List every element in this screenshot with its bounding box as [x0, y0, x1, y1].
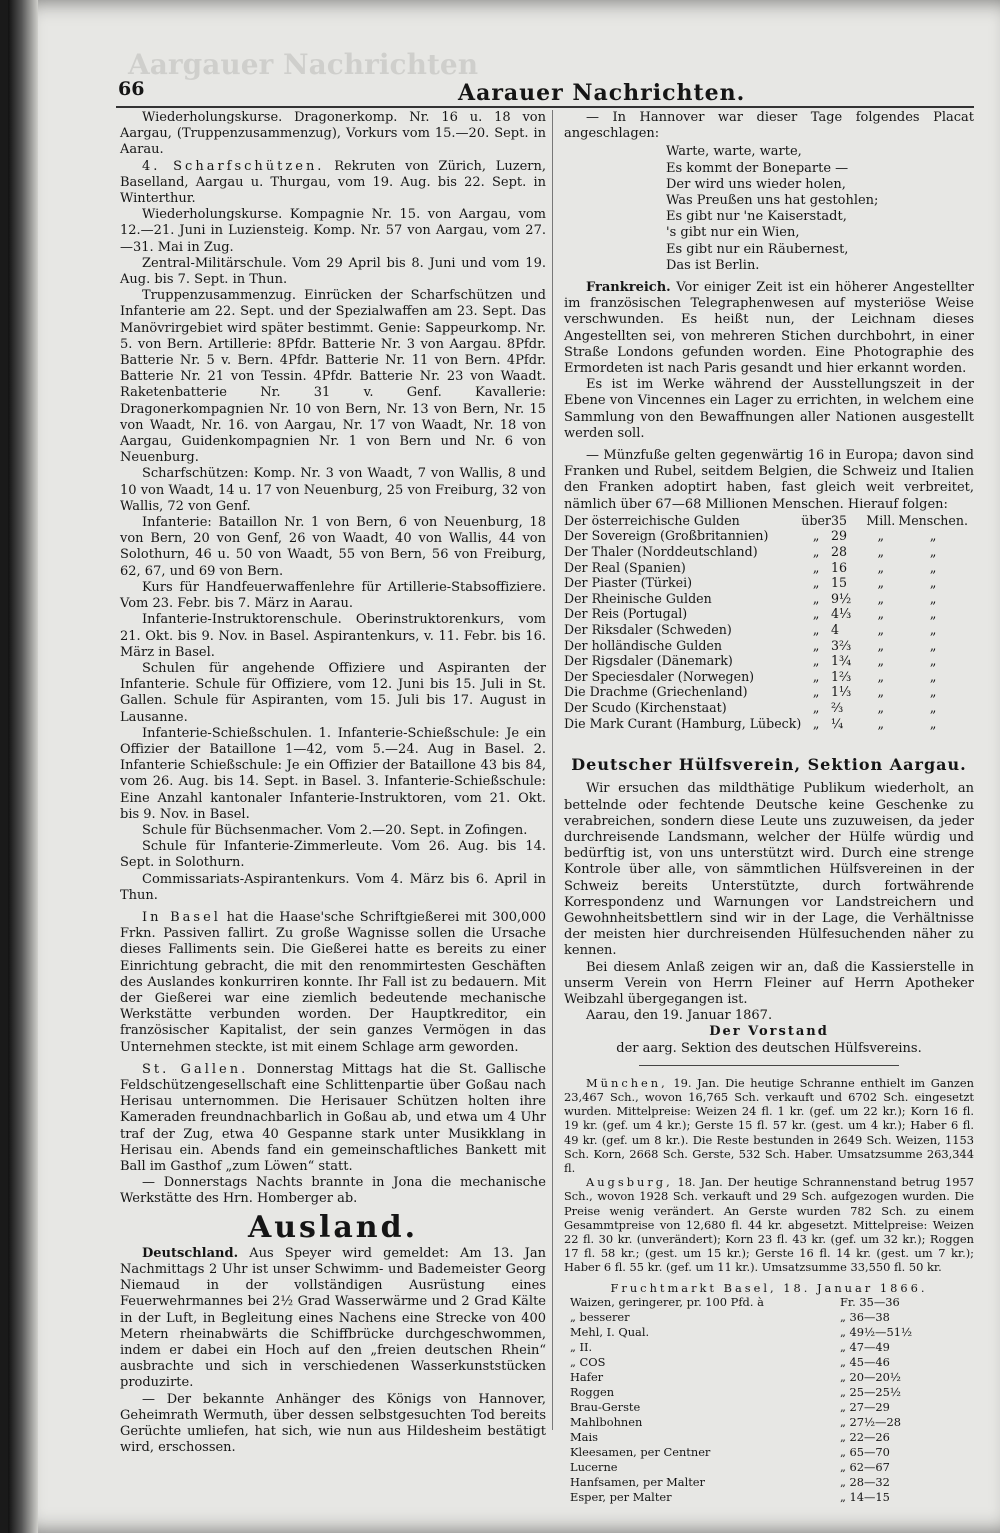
table-cell: „: [812, 637, 820, 653]
table-cell: „: [929, 637, 937, 653]
table-cell: „ 62—67: [840, 1459, 890, 1474]
table-cell: „: [812, 653, 820, 669]
table-cell: 29: [830, 528, 847, 544]
signature-subtitle: der aarg. Sektion des deutschen Hülfsvereins.: [616, 1040, 922, 1056]
table-cell: „: [877, 637, 885, 653]
table-cell: Hanfsamen, per Malter: [570, 1474, 705, 1489]
table-cell: Brau-Gerste: [570, 1399, 641, 1414]
table-cell: „: [929, 668, 937, 684]
paragraph: Infanterie-Instruktorenschule. Oberinstruktorenkurs, vom 21. Okt. bis 9. Nov. in Basel. Aspirantenkurs, v. 11. Febr. bis 16. März in Basel.: [120, 612, 546, 660]
table-cell: „ 49½—51½: [840, 1324, 912, 1339]
table-cell: „: [812, 606, 820, 622]
table-cell: „: [812, 528, 820, 544]
poem-line: 's gibt nur ein Wien,: [666, 225, 800, 241]
table-row: [564, 513, 968, 529]
table-cell: Der Rheinische Gulden: [564, 590, 712, 606]
paragraph: Wir ersuchen das mildthätige Publikum wiederholt, an bettelnde oder fechtende Deutsche keine Geschenke zu verabreichen, sondern diese Leute uns zuzuweisen, da jeder durchreisende Landsmann, welcher der Hülfe würdig und bedürftig ist, von uns unterstützt wird. Durch eine strenge Kontrole über alle, von sämmtlichen Hülfsvereinen in der Schweiz bereits Unterstützte, durch fortwährende Korrespondenz und Warnungen vor Landstreichern und Gewohnheitsbettlern sind wir in der Lage, die Verhältnisse der meisten hier durchreisenden Hülfesuchenden näher zu kennen.: [564, 781, 974, 959]
table-cell: „: [812, 544, 820, 560]
currency-table: [564, 513, 968, 731]
table-cell: „: [877, 528, 885, 544]
table-cell: Waizen, geringerer, pr. 100 Pfd. à: [570, 1294, 764, 1309]
table-cell: 1⅔: [830, 668, 852, 684]
table-cell: „: [877, 590, 885, 606]
table-cell: „: [877, 544, 885, 560]
table-cell: Der Speciesdaler (Norwegen): [564, 668, 755, 684]
table-cell: „: [812, 700, 820, 715]
table-cell: „: [877, 559, 885, 575]
table-cell: „: [929, 622, 937, 638]
table-cell: Der Real (Spanien): [564, 559, 686, 575]
table-row: [570, 1490, 950, 1505]
market-report: Augsburg, 18. Jan. Der heutige Schrannenstand betrug 1957 Sch., wovon 1928 Sch. verkauft und 29 Sch. aufgezogen wurden. Die Preise wenig verändert. An Gerste wurden 782 Sch. zu einem Gesammtpreise von 12,680 fl. 44 kr. abgesetzt. Mittelpreise: Weizen 22 fl. 30 kr. (unverändert); Korn 23 fl. 43 kr. (gef. um 32 kr.); Roggen 17 fl. 58 kr.; (gest. um 15 kr.); Gerste 16 fl. 14 kr. (gest. um 7 kr.); Haber 6 fl. 55 kr. (gef. um 11 kr.). Umsatzsumme 33,550 fl. 50 kr.: [564, 1175, 974, 1275]
table-row: [570, 1385, 950, 1400]
table-row: [570, 1430, 950, 1445]
table-cell: 15: [830, 575, 847, 591]
paragraph: Schule für Infanterie-Zimmerleute. Vom 26. Aug. bis 14. Sept. in Solothurn.: [120, 839, 546, 871]
table-cell: Die Drachme (Griechenland): [564, 684, 748, 700]
table-cell: Der Sovereign (Großbritannien): [564, 528, 769, 544]
paragraph: Zentral-Militärschule. Vom 29 April bis 8. Juni und vom 19. Aug. bis 7. Sept. in Thun.: [120, 255, 546, 288]
table-row: [564, 606, 968, 622]
table-cell: Mais: [570, 1429, 598, 1444]
paragraph: — Münzfuße gelten gegenwärtig 16 in Europa; davon sind Franken und Rubel, seitdem Belgien, die Schweiz und Italien den Franken adoptirt haben, fast gleich weit verbreitet, nämlich über 67—68 Millionen Menschen. Hierauf folgen:: [564, 448, 974, 512]
poem-line: Der wird uns wieder holen,: [666, 176, 846, 192]
section-heading-ausland: Ausland.: [247, 1209, 419, 1245]
market-report: München, 19. Jan. Die heutige Schranne enthielt im Ganzen 23,467 Sch., wovon 16,765 Sch. verkauft und 6702 Sch. eingesetzt wurden. Mittelpreise: Weizen 24 fl. 1 kr. (gef. um 22 kr.); Korn 16 fl. 19 kr. (gef. um 4 kr.); Gerste 15 fl. 57 kr. (gest. um 4 kr.); Haber 6 fl. 49 kr. (gef. um 8 kr.). Die Reste bestunden in 2649 Sch. Weizen, 1153 Sch. Korn, 2668 Sch. Gerste, 532 Sch. Haber. Umsatzsumme 263,344 fl.: [564, 1075, 974, 1176]
table-cell: „: [929, 606, 937, 622]
table-row: [564, 716, 968, 732]
paragraph: Wiederholungskurse. Dragonerkomp. Nr. 16 u. 18 von Aargau, (Truppenzusammenzug), Vorkurs vom 15.—20. Sept. in Aarau.: [120, 110, 546, 158]
table-row: [570, 1415, 950, 1430]
right-column: [564, 110, 974, 1505]
table-row: [570, 1400, 950, 1415]
fruit-market-title: Fruchtmarkt Basel, 18. Januar 1866.: [610, 1280, 928, 1295]
table-cell: „: [929, 544, 937, 560]
table-cell: „: [877, 700, 885, 715]
fruit-price-table: [570, 1295, 950, 1505]
table-row: [570, 1340, 950, 1355]
table-cell: Menschen.: [898, 512, 968, 528]
poem-line: Warte, warte, warte,: [666, 144, 802, 160]
table-cell: 35: [830, 512, 847, 528]
table-cell: „ 28—32: [840, 1474, 890, 1489]
table-cell: ⅔: [830, 700, 844, 715]
table-cell: „ besserer: [570, 1309, 630, 1324]
page-title: Aarauer Nachrichten.: [458, 80, 746, 106]
paragraph: In Basel hat die Haase'sche Schriftgießerei mit 300,000 Frkn. Passiven fallirt. Zu große Wagnisse sollen die Ursache dieses Falliments sein. Die Gießerei hatte es bereits zu einer Einrichtung gebracht, die mit den renommirtesten Geschäften des Auslandes konkurriren konnte. Ihr Fall ist zu bedauern. Mit der Gießerei war eine ziemlich bedeutende mechanische Werkstätte verbunden worden. Der Hauptkreditor, ein französischer Kapitalist, der sein ganzes Vermögen in das Unternehmen steckte, ist mit einem Schlage arm geworden.: [120, 909, 546, 1055]
bleed-through: Aargauer Nachrichten: [128, 48, 479, 81]
poem: [564, 144, 974, 274]
table-row: [570, 1325, 950, 1340]
table-cell: „: [812, 559, 820, 575]
table-cell: „: [812, 668, 820, 684]
table-cell: 1¾: [830, 653, 852, 669]
paragraph: Scharfschützen: Komp. Nr. 3 von Waadt, 7 von Wallis, 8 und 10 von Waadt, 14 u. 17 von Neuenburg, 25 von Freiburg, 32 von Wallis, 72 von Genf.: [120, 466, 546, 514]
table-cell: „ 27½—28: [840, 1414, 901, 1429]
poem-line: Was Preußen uns hat gestohlen;: [666, 193, 879, 209]
table-row: [570, 1355, 950, 1370]
column-rule: [552, 110, 553, 1430]
table-row: [570, 1295, 950, 1310]
table-cell: „ 22—26: [840, 1429, 890, 1444]
left-column: [120, 110, 546, 1456]
paragraph: Schulen für angehende Offiziere und Aspiranten der Infanterie. Schule für Offiziere, vom 12. Juni bis 15. Juli in St. Gallen. Schule für Aspiranten, vom 15. Juli bis 17. August in Lausanne.: [120, 660, 546, 725]
table-cell: 4: [830, 622, 839, 638]
table-cell: Lucerne: [570, 1459, 618, 1474]
section-heading-huelfsverein: Deutscher Hülfsverein, Sektion Aargau.: [571, 755, 967, 775]
table-cell: „: [812, 590, 820, 606]
table-row: [564, 575, 968, 591]
page-number: 66: [118, 78, 145, 100]
table-cell: „ 65—70: [840, 1444, 890, 1459]
table-cell: „: [929, 528, 937, 544]
table-cell: „ 25—25½: [840, 1384, 901, 1399]
table-cell: Der Reis (Portugal): [564, 606, 688, 622]
table-row: [570, 1460, 950, 1475]
paragraph: Kurs für Handfeuerwaffenlehre für Artillerie-Stabsoffiziere. Vom 23. Febr. bis 7. März in Aarau.: [120, 579, 546, 612]
table-cell: 3⅔: [830, 637, 852, 653]
table-cell: über: [801, 512, 831, 528]
table-cell: „: [929, 559, 937, 575]
table-cell: Hafer: [570, 1369, 604, 1384]
table-cell: Esper, per Malter: [570, 1489, 672, 1504]
table-cell: „: [812, 715, 820, 731]
table-cell: Der Scudo (Kirchenstaat): [564, 700, 727, 715]
table-cell: Der Thaler (Norddeutschland): [564, 544, 758, 560]
poem-line: Es kommt der Boneparte —: [666, 160, 849, 176]
paragraph: St. Gallen. Donnerstag Mittags hat die St. Gallische Feldschützengesellschaft eine Schlittenpartie über Goßau nach Herisau unternommen. Die Herisauer Schützen holten ihre Kameraden freundnachbarlich in Goßau ab, und etwa um 4 Uhr traf der Zug, etwa 40 Gespanne stark unter Musikklang in Herisau ein. Abends fand ein gemeinschaftliches Bankett mit Ball im Gasthof „zum Löwen“ statt.: [120, 1061, 546, 1174]
table-row: [564, 638, 968, 654]
poem-line: Es gibt nur ein Räubernest,: [666, 241, 849, 257]
table-cell: Kleesamen, per Centner: [570, 1444, 711, 1459]
table-cell: 1⅓: [830, 684, 852, 700]
paragraph: Aarau, den 19. Januar 1867.: [586, 1008, 773, 1024]
table-cell: „: [812, 684, 820, 700]
paragraph: Es ist im Werke während der Ausstellungszeit in der Ebene von Vincennes ein Lager zu errichten, in welchem eine Sammlung von den Bewaffnungen aller Nationen ausgestellt werden soll.: [564, 377, 974, 441]
newspaper-page: [8, 0, 1000, 1533]
table-cell: „: [812, 622, 820, 638]
table-row: [564, 700, 968, 716]
table-cell: 4⅓: [830, 606, 852, 622]
paragraph: Frankreich. Vor einiger Zeit ist ein höherer Angestellter im französischen Telegraphenwesen auf mysteriöse Weise verschwunden. Es heißt nun, der Leichnam dieses Angestellten sei, von mehreren Stichen durchbohrt, in einer Straße Londons gefunden worden. Eine Photographie des Ermordeten ist nach Paris gesandt und hier erkannt worden.: [564, 280, 974, 377]
poem-line: Es gibt nur 'ne Kaiserstadt,: [666, 209, 847, 225]
table-cell: Der österreichische Gulden: [564, 512, 740, 528]
table-row: [564, 669, 968, 685]
paragraph: — Der bekannte Anhänger des Königs von Hannover, Geheimrath Wermuth, über dessen selbstgesuchten Tod bereits Gerüchte umliefen, hat sich, wie nun aus Hildesheim bestätigt wird, erschossen.: [120, 1391, 546, 1456]
book-gutter: [8, 0, 38, 1533]
table-cell: Roggen: [570, 1384, 615, 1399]
paragraph: Schule für Büchsenmacher. Vom 2.—20. Sept. in Zofingen.: [142, 822, 528, 838]
table-row: [570, 1475, 950, 1490]
table-row: [564, 544, 968, 560]
table-cell: „ 27—29: [840, 1399, 890, 1414]
table-cell: Der Riksdaler (Schweden): [564, 622, 732, 638]
table-cell: „: [929, 575, 937, 591]
table-cell: „ 14—15: [840, 1489, 890, 1504]
paragraph: — Donnerstags Nachts brannte in Jona die mechanische Werkstätte des Hrn. Homberger ab.: [120, 1175, 546, 1207]
paragraph: Deutschland. Aus Speyer wird gemeldet: Am 13. Jan Nachmittags 2 Uhr ist unser Schwimm- und Bademeister Georg Niemaud in der vollständigen Ausrüstung eines Feuerwehrmannes bei 2½ Grad Wasserwärme und 2 Grad Kälte in der Luft, in Begleitung eines Nachens eine Strecke von 400 Metern rheinabwärts die Schiffbrücke durchgeschwommen, indem er dabei ein Hoch auf den „freien deutschen Rhein“ ausbrachte und sich in verschiedenen Wasserkunststücken produzirte.: [120, 1245, 546, 1391]
table-cell: „ 20—20½: [840, 1369, 901, 1384]
table-cell: Fr. 35—36: [840, 1294, 900, 1309]
table-row: [564, 622, 968, 638]
table-row: [570, 1310, 950, 1325]
table-cell: „: [877, 668, 885, 684]
table-cell: „ 47—49: [840, 1339, 890, 1354]
paragraph: 4. Scharfschützen. Rekruten von Zürich, Luzern, Baselland, Aargau u. Thurgau, vom 19. Aug. bis 22. Sept. in Winterthur.: [120, 158, 547, 207]
signature-title: Der Vorstand: [709, 1024, 829, 1040]
table-row: [564, 560, 968, 576]
table-cell: „: [929, 590, 937, 606]
table-cell: Die Mark Curant (Hamburg, Lübeck): [564, 715, 802, 731]
table-cell: „ II.: [570, 1339, 593, 1354]
table-cell: Der holländische Gulden: [564, 637, 722, 653]
divider: [639, 1065, 899, 1066]
table-cell: „: [877, 575, 885, 591]
table-row: [564, 684, 968, 700]
table-cell: 16: [830, 559, 847, 575]
table-row: [564, 591, 968, 607]
paragraph: Infanterie: Bataillon Nr. 1 von Bern, 6 von Neuenburg, 18 von Bern, 20 von Genf, 26 von Waadt, 40 von Wallis, 44 von Solothurn, 46 u. 50 von Waadt, 55 von Bern, 56 von Freiburg, 62, 67, und 69 von Bern.: [120, 515, 546, 579]
table-cell: „: [812, 575, 820, 591]
table-cell: Der Rigsdaler (Dänemark): [564, 653, 733, 669]
table-cell: Der Piaster (Türkei): [564, 575, 693, 591]
table-cell: Mehl, I. Qual.: [570, 1324, 650, 1339]
table-row: [564, 528, 968, 544]
table-row: [570, 1445, 950, 1460]
paragraph: Bei diesem Anlaß zeigen wir an, daß die Kassierstelle in unserm Verein von Herrn Fleiner auf Herrn Apotheker Weibzahl übergegangen ist.: [564, 959, 974, 1008]
table-row: [570, 1370, 950, 1385]
table-cell: „: [877, 606, 885, 622]
table-cell: „: [877, 653, 885, 669]
table-cell: „: [929, 653, 937, 669]
table-cell: 28: [830, 544, 847, 560]
paragraph: Commissariats-Aspirantenkurs. Vom 4. März bis 6. April in Thun.: [120, 871, 546, 903]
table-cell: „ COS: [570, 1354, 606, 1369]
poem-line: Das ist Berlin.: [666, 257, 760, 273]
table-cell: „: [877, 684, 885, 700]
table-cell: Mahlbohnen: [570, 1414, 643, 1429]
table-cell: ¼: [830, 715, 844, 731]
header-rule: [116, 106, 974, 108]
table-cell: „ 36—38: [840, 1309, 890, 1324]
paragraph: Wiederholungskurse. Kompagnie Nr. 15. von Aargau, vom 12.—21. Juni in Luziensteig. Komp. Nr. 57 von Aargau, vom 27.—31. Mai in Zug.: [120, 207, 546, 255]
paragraph: Truppenzusammenzug. Einrücken der Scharfschützen und Infanterie am 22. Sept. und der Spezialwaffen am 23. Sept. Das Manövrirgebiet wird später bestimmt. Genie: Sappeurkomp. Nr. 5. von Bern. Artillerie: 8Pfdr. Batterie Nr. 3 von Aargau. 8Pfdr. Batterie Nr. 5 v. Bern. 4Pfdr. Batterie Nr. 11 von Bern. 4Pfdr. Batterie Nr. 21 von Tessin. 4Pfdr. Batterie Nr. 23 von Waadt. Raketenbatterie Nr. 31 v. Genf. Kavallerie: Dragonerkompagnien Nr. 10 von Bern, Nr. 13 von Bern, Nr. 15 von Waadt, Nr. 16. von Aargau, Nr. 17 von Waadt, Nr. 18 von Aargau, Guidenkompagnien Nr. 1 von Bern und Nr. 6 von Neuenburg.: [120, 288, 546, 466]
paragraph: — In Hannover war dieser Tage folgendes Placat angeschlagen:: [564, 110, 974, 142]
table-cell: „ 45—46: [840, 1354, 890, 1369]
table-cell: „: [929, 700, 937, 715]
table-row: [564, 653, 968, 669]
table-cell: Mill.: [866, 512, 896, 528]
table-cell: „: [929, 684, 937, 700]
table-cell: „: [929, 715, 937, 731]
table-cell: „: [877, 622, 885, 638]
paragraph: Infanterie-Schießschulen. 1. Infanterie-Schießschule: Je ein Offizier der Bataillone 1—42, vom 5.—24. Aug in Basel. 2. Infanterie Schießschule: Je ein Offizier der Bataillone 43 bis 84, vom 26. Aug. bis 14. Sept. in Basel. 3. Infanterie-Schießschule: Eine Anzahl kantonaler Infanterie-Instruktoren, vom 21. Okt. bis 9. Nov. in Basel.: [120, 725, 546, 822]
table-cell: 9½: [830, 590, 852, 606]
table-cell: „: [877, 715, 885, 731]
